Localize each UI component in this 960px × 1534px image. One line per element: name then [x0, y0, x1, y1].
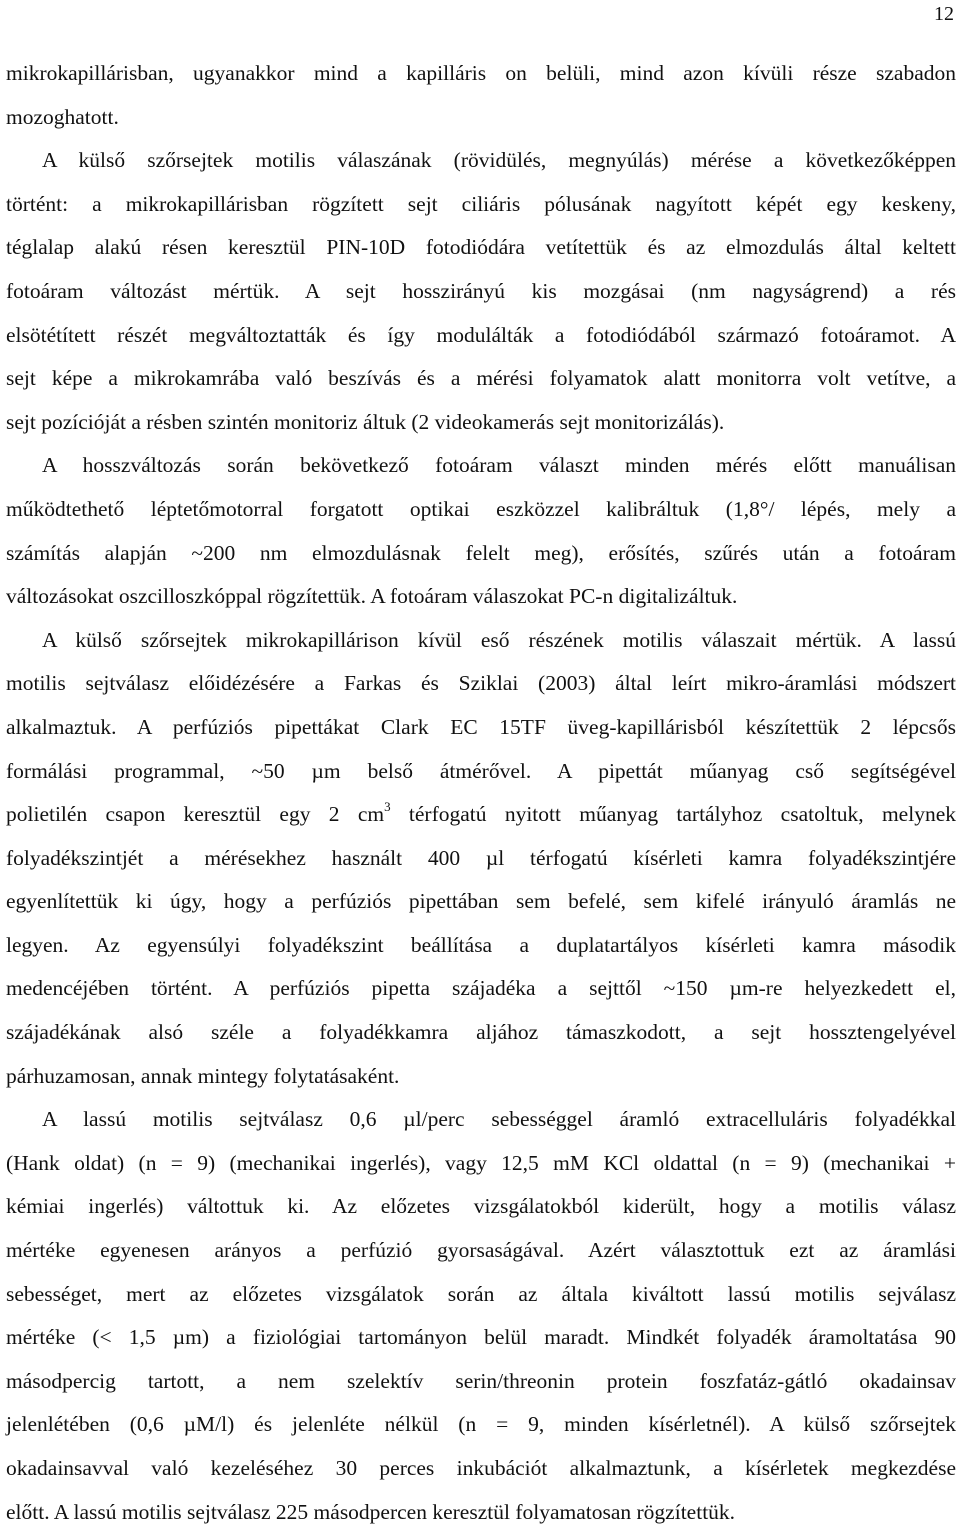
superscript: 3 [384, 799, 391, 815]
text-line: változásokat oszcilloszkóppal rögzítettük. A fotoáram válaszokat PC-n digitalizáltuk. [6, 584, 738, 609]
text-line: téglalap alakú résen keresztül PIN-10D fotodiódára vetítettük és az elmozdulás által keltett [6, 235, 956, 260]
text-line: A külső szőrsejtek motilis válaszának (rövidülés, megnyúlás) mérése a következőképpen [42, 148, 956, 173]
text-line: A lassú motilis sejtválasz 0,6 µl/perc sebességgel áramló extracelluláris folyadékkal [42, 1107, 956, 1132]
text-line: jelenlétében (0,6 µM/l) és jelenléte nélkül (n = 9, minden kísérletnél). A külső szőrsejtek [6, 1412, 956, 1437]
text-line: motilis sejtválasz előidézésére a Farkas és Sziklai (2003) által leírt mikro-áramlási módszert [6, 671, 956, 696]
text-line: medencéjében történt. A perfúziós pipetta szájadéka a sejttől ~150 µm-re helyezkedett el, [6, 976, 956, 1001]
paragraph-slow-motile-response [6, 1098, 956, 1534]
text-line: folyadékszintjét a mérésekhez használt 400 µl térfogatú kísérleti kamra folyadékszintjére [6, 845, 956, 870]
paragraph-continuation [6, 52, 956, 139]
text-line: A külső szőrsejtek mikrokapillárison kívül eső részének motilis válaszait mértük. A lassú [42, 627, 956, 652]
text-line: párhuzamosan, annak mintegy folytatásaként. [6, 1063, 400, 1088]
paragraph-measurement-method [6, 139, 956, 444]
text-line: elsötétített részét megváltoztatták és így modulálták a fotodiódából származó fotoáramot. A [6, 322, 956, 347]
text-line: előtt. A lassú motilis sejtválasz 225 másodpercen keresztül folyamatosan rögzítettük. [6, 1499, 736, 1524]
text-line: sejt képe a mikrokamrába való beszívás és a mérési folyamatok alatt monitorra volt vetítve, a [6, 366, 956, 391]
paragraph-perfusion [6, 619, 956, 1099]
document-body [6, 52, 956, 1534]
text-line: legyen. Az egyensúlyi folyadékszint beállítása a duplatartályos kísérleti kamra második [6, 932, 956, 957]
text-line: másodpercig tartott, a nem szelektív serin/threonin protein foszfatáz-gátló okadainsav [6, 1368, 956, 1393]
text-line: mozoghatott. [6, 104, 119, 129]
text-line: alkalmaztuk. A perfúziós pipettákat Clark EC 15TF üveg-kapillárisból készítettük 2 lépcsős [6, 714, 956, 739]
text-line: A hosszváltozás során bekövetkező fotoáram választ minden mérés előtt manuálisan [42, 453, 956, 478]
text-segment: polietilén csapon keresztül egy 2 cm [6, 802, 385, 827]
text-line: működtethető léptetőmotorral forgatott optikai eszközzel kalibráltuk (1,8°/ lépés, mely a [6, 496, 956, 521]
text-line: egyenlítettük ki úgy, hogy a perfúziós pipettában sem befelé, sem kifelé irányuló áramlás ne [6, 889, 956, 914]
text-line: mikrokapillárisban, ugyanakkor mind a kapilláris on belüli, mind azon kívüli része szabadon [6, 61, 956, 85]
paragraph-calibration [6, 444, 956, 618]
text-line: számítás alapján ~200 nm elmozdulásnak felelt meg), erősítés, szűrés után a fotoáram [6, 540, 956, 565]
text-line: mértéke egyenesen arányos a perfúzió gyorsaságával. Azért választottuk ezt az áramlási [6, 1238, 956, 1263]
text-line: történt: a mikrokapillárisban rögzített sejt ciliáris pólusának nagyított képét egy keskeny, [6, 191, 956, 216]
text-segment: térfogatú nyitott műanyag tartályhoz csatoltuk, melynek [390, 802, 956, 827]
page-number: 12 [934, 3, 954, 25]
text-line: okadainsavval való kezeléséhez 30 perces inkubációt alkalmaztunk, a kísérletek megkezdése [6, 1456, 956, 1480]
text-line: szájadékának alsó széle a folyadékkamra aljához támaszkodott, a sejt hossztengelyével [6, 1020, 956, 1045]
text-line: sebességet, mert az előzetes vizsgálatok során az általa kiváltott lassú motilis sejválasz [6, 1281, 956, 1306]
text-line: fotoáram változást mértük. A sejt hosszirányú kis mozgásai (nm nagyságrend) a rés [6, 278, 956, 303]
text-line: kémiai ingerlés) váltottuk ki. Az előzetes vizsgálatokból kiderült, hogy a motilis válasz [6, 1194, 956, 1219]
text-line: mértéke (< 1,5 µm) a fiziológiai tartományon belül maradt. Mindkét folyadék áramoltatása 90 [6, 1325, 956, 1350]
text-line: sejt pozícióját a résben szintén monitoriz áltuk (2 videokamerás sejt monitorizálás). [6, 409, 725, 434]
text-line: formálási programmal, ~50 µm belső átmérővel. A pipettát műanyag cső segítségével [6, 758, 956, 783]
text-line-with-superscript [6, 793, 956, 837]
text-line: (Hank oldat) (n = 9) (mechanikai ingerlés), vagy 12,5 mM KCl oldattal (n = 9) (mechanikai + [6, 1150, 956, 1175]
